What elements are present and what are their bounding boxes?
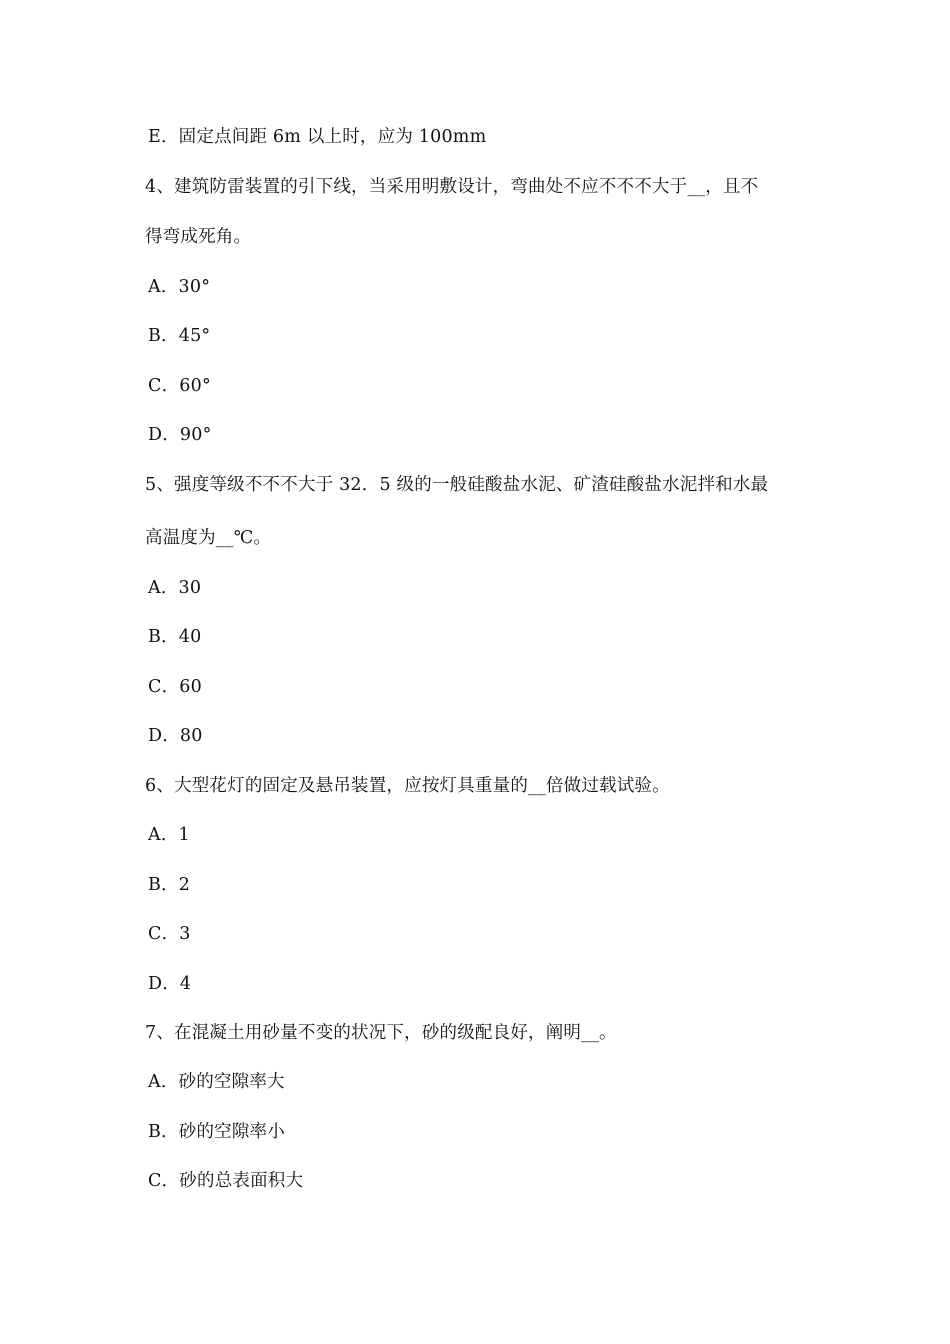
option-text: C．60 (148, 677, 202, 697)
question-text: 高温度为__℃。 (145, 528, 272, 548)
option-text: A．1 (148, 825, 190, 845)
option-text: A．砂的空隙率大 (148, 1072, 285, 1092)
option-text: C．60° (148, 376, 211, 396)
question-text: 7、在混凝土用砂量不变的状况下，砂的级配良好，阐明__。 (145, 1023, 617, 1043)
question-text: 得弯成死角。 (145, 227, 252, 247)
question-text: 6、大型花灯的固定及悬吊装置，应按灯具重量的__倍做过载试验。 (145, 776, 670, 796)
option-text: A．30 (148, 578, 202, 598)
question-text: 4、建筑防雷装置的引下线，当采用明敷设计，弯曲处不应不不不大于__，且不 (145, 177, 759, 197)
option-text: B．2 (148, 875, 191, 895)
option-text: E．固定点间距 6m 以上时，应为 100mm (148, 127, 487, 147)
option-text: D．80 (148, 726, 203, 746)
option-text: A．30° (148, 277, 211, 297)
question-text: 5、强度等级不不不大于 32．5 级的一般硅酸盐水泥、矿渣硅酸盐水泥拌和水最 (145, 475, 769, 495)
option-text: B．45° (148, 326, 211, 346)
option-text: D．90° (148, 425, 212, 445)
option-text: D．4 (148, 974, 192, 994)
option-text: C．砂的总表面积大 (148, 1171, 304, 1191)
option-text: C．3 (148, 924, 191, 944)
option-text: B．砂的空隙率小 (148, 1122, 285, 1142)
option-text: B．40 (148, 627, 202, 647)
